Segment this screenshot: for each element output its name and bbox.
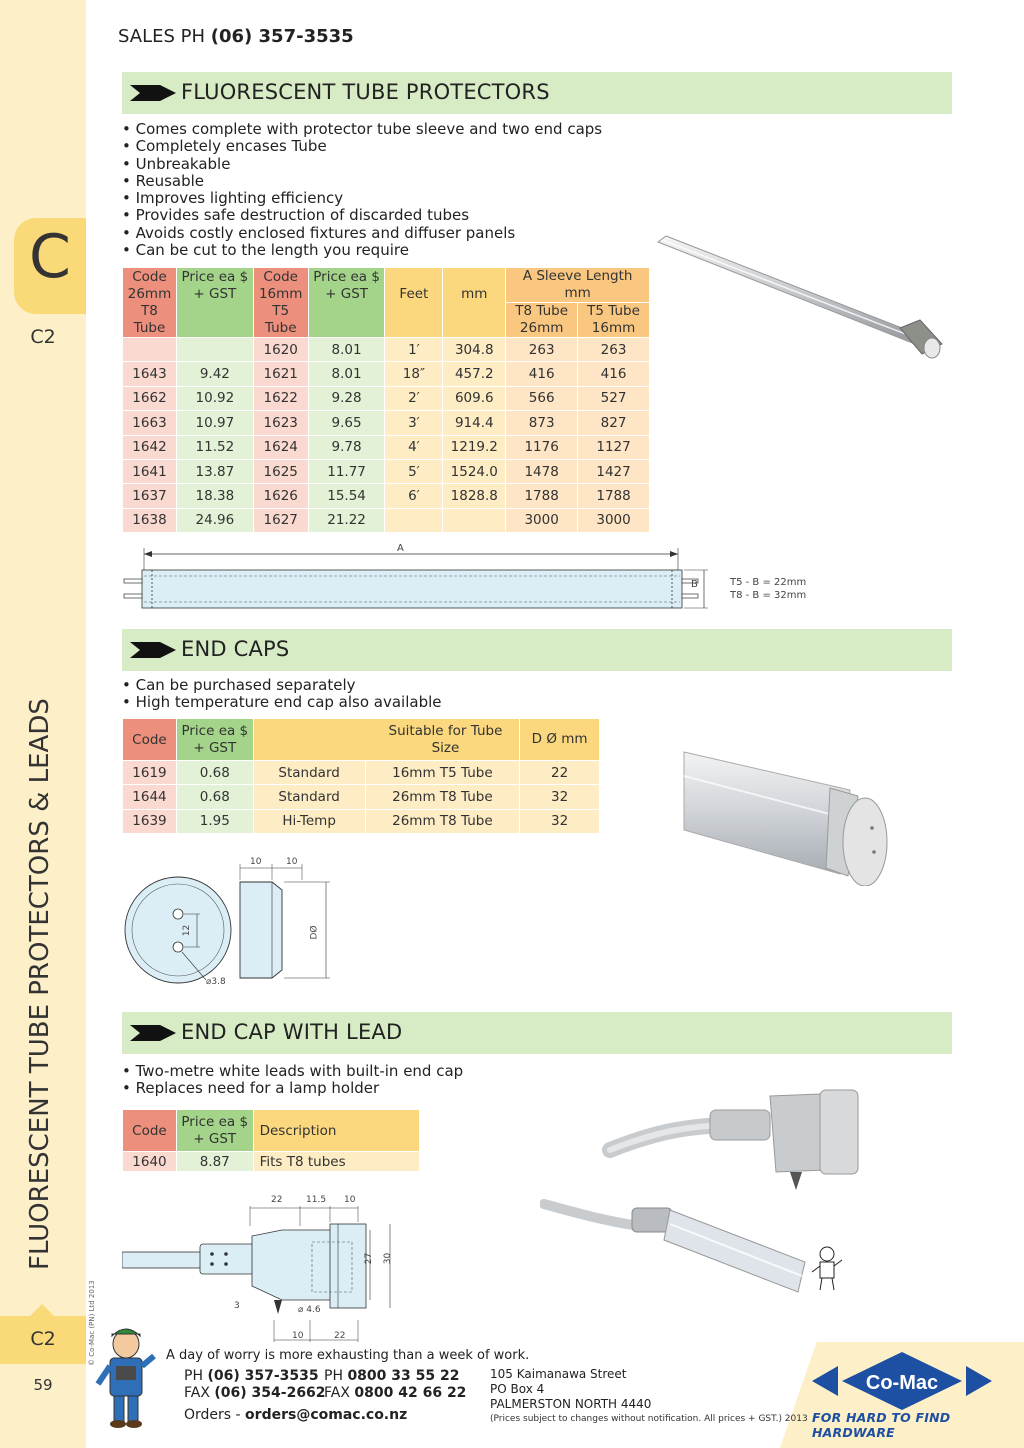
table-row (123, 338, 650, 362)
dim-10: 10 (344, 1195, 356, 1205)
list-item: • Can be cut to the length you require (122, 242, 602, 259)
feature-list (122, 677, 442, 712)
header-code-26mm: Code 26mm T8 Tube (123, 268, 177, 338)
table-cell: 873 (506, 411, 578, 435)
address-line: PALMERSTON NORTH 4440 (490, 1397, 652, 1411)
fax2-number: 0800 42 66 22 (354, 1385, 467, 1401)
table-cell: 3000 (578, 508, 650, 532)
header-feet: Feet (385, 268, 443, 338)
table-cell: 827 (578, 411, 650, 435)
table-cell: 1638 (123, 508, 177, 532)
table-cell: 1478 (506, 459, 578, 483)
table-cell: 1788 (578, 484, 650, 508)
address-line: PO Box 4 (490, 1382, 545, 1396)
table-cell: 9.28 (308, 386, 385, 410)
section-code: C2 (30, 326, 56, 348)
table-cell: Hi-Temp (253, 809, 365, 833)
header-t8: T8 Tube 26mm (506, 303, 578, 338)
table-cell: 1127 (578, 435, 650, 459)
table-cell: 24.96 (176, 508, 253, 532)
table-cell: 1642 (123, 435, 177, 459)
list-item: • Provides safe destruction of discarded tubes (122, 207, 602, 224)
section-header-end-caps (122, 629, 952, 671)
table-cell: 2′ (385, 386, 443, 410)
table-cell: 9.42 (176, 362, 253, 386)
header-price-26mm: Price ea $ + GST (176, 268, 253, 338)
table-cell: 3000 (506, 508, 578, 532)
section-header-tube-protectors (122, 72, 952, 114)
sales-label: SALES PH (118, 26, 206, 47)
table-cell: 304.8 (443, 338, 506, 362)
table-row (123, 435, 650, 459)
logo-text: Co-Mac (865, 1372, 939, 1394)
contact-freephone (324, 1368, 466, 1402)
table-cell: 26mm T8 Tube (365, 785, 520, 809)
table-cell: 18″ (385, 362, 443, 386)
header-mm: mm (443, 268, 506, 338)
table-cell: 263 (578, 338, 650, 362)
logo-tagline: FOR HARD TO FIND HARDWARE (812, 1410, 951, 1440)
address-block (490, 1367, 651, 1412)
table-cell: 1622 (253, 386, 308, 410)
dim-30: 30 (383, 1252, 394, 1265)
table-cell: 26mm T8 Tube (365, 809, 520, 833)
table-cell (443, 508, 506, 532)
dim-10a: 10 (250, 857, 262, 867)
table-row (123, 809, 600, 833)
table-cell: 5′ (385, 459, 443, 483)
table-cell: 1662 (123, 386, 177, 410)
header-price: Price ea $ + GST (176, 719, 253, 761)
table-row (123, 785, 600, 809)
table-cell: 10.97 (176, 411, 253, 435)
table-cell: 1620 (253, 338, 308, 362)
table-cell: 1639 (123, 809, 177, 833)
table-cell: 8.87 (176, 1152, 253, 1172)
dim-3: 3 (234, 1301, 240, 1311)
list-item: • Can be purchased separately (122, 677, 442, 694)
table-cell (176, 338, 253, 362)
table-cell: 1663 (123, 411, 177, 435)
protector-price-table (122, 267, 650, 533)
table-cell: 10.92 (176, 386, 253, 410)
table-cell: 1219.2 (443, 435, 506, 459)
end-cap-price-table (122, 718, 600, 834)
table-cell (123, 338, 177, 362)
list-item: • Comes complete with protector tube sleeve and two end caps (122, 121, 602, 138)
table-cell: 13.87 (176, 459, 253, 483)
table-row (123, 761, 600, 785)
ph2-number: 0800 33 55 22 (347, 1368, 460, 1384)
table-cell: 1643 (123, 362, 177, 386)
table-cell: 16mm T5 Tube (365, 761, 520, 785)
dim-10b: 10 (286, 857, 298, 867)
table-cell: 1623 (253, 411, 308, 435)
table-cell: 11.52 (176, 435, 253, 459)
header-t5: T5 Tube 16mm (578, 303, 650, 338)
table-cell: 32 (520, 785, 600, 809)
sales-phone-header (118, 26, 354, 47)
list-item: • Completely encases Tube (122, 138, 602, 155)
dimension-note-t8: T8 - B = 32mm (730, 590, 807, 601)
address-line: 105 Kaimanawa Street (490, 1367, 627, 1381)
prices-note: (Prices subject to changes without notification. All prices + GST.) 2013 (490, 1414, 808, 1424)
mascot-icon (94, 1322, 158, 1430)
list-item: • Improves lighting efficiency (122, 190, 602, 207)
dimension-note-t5: T5 - B = 22mm (730, 577, 807, 588)
header-diameter: D Ø mm (520, 719, 600, 761)
table-row (123, 459, 650, 483)
table-cell: 1625 (253, 459, 308, 483)
tube-protector-photo (650, 232, 950, 372)
table-row (123, 411, 650, 435)
dim-11-5: 11.5 (306, 1195, 327, 1205)
table-cell: Standard (253, 761, 365, 785)
end-cap-lead-price-table (122, 1109, 420, 1172)
dim-10b: 10 (292, 1331, 304, 1341)
table-cell: 21.22 (308, 508, 385, 532)
table-row (123, 362, 650, 386)
orders-email[interactable]: orders@comac.co.nz (245, 1407, 408, 1423)
page-number: 59 (33, 1376, 53, 1394)
table-cell: 416 (578, 362, 650, 386)
table-row (123, 386, 650, 410)
table-cell: 32 (520, 809, 600, 833)
list-item: • Two-metre white leads with built-in end cap (122, 1063, 463, 1080)
end-cap-photo (680, 746, 895, 886)
table-cell: 9.78 (308, 435, 385, 459)
dim-22: 22 (271, 1195, 283, 1205)
comac-logo (812, 1352, 992, 1410)
table-cell: 1176 (506, 435, 578, 459)
table-row (123, 1152, 420, 1172)
dim-3-8: ⌀3.8 (206, 977, 226, 987)
header-code: Code (123, 719, 177, 761)
tube-dimension-diagram (122, 540, 722, 614)
ph-number: (06) 357-3535 (207, 1368, 319, 1384)
header-code: Code (123, 1110, 177, 1152)
bottom-section-code: C2 (30, 1328, 56, 1350)
table-cell: 11.77 (308, 459, 385, 483)
table-cell: 416 (506, 362, 578, 386)
table-cell: 1640 (123, 1152, 177, 1172)
mascot-small-icon (810, 1244, 844, 1292)
table-cell: 457.2 (443, 362, 506, 386)
list-item: • Reusable (122, 173, 602, 190)
header-sleeve-length: A Sleeve Length mm (506, 268, 650, 303)
ph-label: PH (184, 1368, 203, 1384)
arrow-icon (130, 85, 176, 101)
table-cell: 9.65 (308, 411, 385, 435)
table-cell: 22 (520, 761, 600, 785)
table-row (123, 484, 650, 508)
bottom-tab-notch (30, 1304, 54, 1316)
ph2-label: PH (324, 1368, 343, 1384)
section-letter: C (29, 222, 71, 292)
table-cell: 6′ (385, 484, 443, 508)
table-cell: 1624 (253, 435, 308, 459)
copyright: © Co-Mac (PN) Ltd 2013 (88, 1280, 96, 1366)
fax-number: (06) 354-2662 (214, 1385, 326, 1401)
table-cell: 1788 (506, 484, 578, 508)
dimension-b-label: B (691, 579, 698, 590)
header-price-16mm: Price ea $ + GST (308, 268, 385, 338)
end-cap-dimension-diagram (122, 852, 342, 992)
list-item: • Unbreakable (122, 156, 602, 173)
table-cell: 1′ (385, 338, 443, 362)
table-cell: 914.4 (443, 411, 506, 435)
table-cell: 1637 (123, 484, 177, 508)
header-price: Price ea $ + GST (176, 1110, 253, 1152)
table-cell: 0.68 (176, 761, 253, 785)
table-cell: 1627 (253, 508, 308, 532)
table-cell: 1427 (578, 459, 650, 483)
table-cell (385, 508, 443, 532)
list-item: • Avoids costly enclosed fixtures and diffuser panels (122, 225, 602, 242)
dim-4-6: ⌀ 4.6 (298, 1305, 321, 1315)
table-cell: 527 (578, 386, 650, 410)
header-suitable: Suitable for Tube Size (253, 719, 520, 761)
section-title: END CAP WITH LEAD (181, 1020, 403, 1044)
list-item: • Replaces need for a lamp holder (122, 1080, 463, 1097)
header-description: Description (253, 1110, 419, 1152)
table-cell: 3′ (385, 411, 443, 435)
orders-line (184, 1407, 407, 1423)
section-title: FLUORESCENT TUBE PROTECTORS (181, 80, 550, 104)
list-item: • High temperature end cap also available (122, 694, 442, 711)
table-cell: 8.01 (308, 338, 385, 362)
table-cell: 609.6 (443, 386, 506, 410)
table-cell: 1524.0 (443, 459, 506, 483)
table-cell: Standard (253, 785, 365, 809)
dim-d: DØ (309, 925, 320, 940)
table-cell: 8.01 (308, 362, 385, 386)
table-cell: 15.54 (308, 484, 385, 508)
table-cell: 0.68 (176, 785, 253, 809)
table-cell: 1644 (123, 785, 177, 809)
table-cell: 263 (506, 338, 578, 362)
dim-22b: 22 (334, 1331, 346, 1341)
table-cell: 1828.8 (443, 484, 506, 508)
table-cell: 566 (506, 386, 578, 410)
table-cell: 1.95 (176, 809, 253, 833)
fax-label: FAX (184, 1385, 210, 1401)
contact-phone-fax (184, 1368, 326, 1402)
sales-phone: (06) 357-3535 (210, 26, 354, 47)
section-title: END CAPS (181, 637, 290, 661)
header-code-16mm: Code 16mm T5 Tube (253, 268, 308, 338)
fax2-label: FAX (324, 1385, 350, 1401)
dimension-a-label: A (397, 543, 404, 554)
table-cell: Fits T8 tubes (253, 1152, 419, 1172)
table-cell: 18.38 (176, 484, 253, 508)
table-cell: 4′ (385, 435, 443, 459)
feature-list (122, 121, 602, 259)
vertical-title: FLUORESCENT TUBE PROTECTORS & LEADS (25, 698, 55, 1270)
table-row (123, 508, 650, 532)
footer-quote: A day of worry is more exhausting than a week of work. (166, 1348, 530, 1363)
dim-27: 27 (364, 1252, 375, 1265)
arrow-icon (130, 1025, 176, 1041)
table-cell: 1619 (123, 761, 177, 785)
section-header-end-cap-lead (122, 1012, 952, 1054)
feature-list (122, 1063, 463, 1098)
dim-12: 12 (182, 924, 193, 937)
table-cell: 1626 (253, 484, 308, 508)
table-cell: 1621 (253, 362, 308, 386)
table-cell: 1641 (123, 459, 177, 483)
arrow-icon (130, 642, 176, 658)
orders-label: Orders - (184, 1407, 241, 1423)
end-cap-lead-dimension-diagram (122, 1196, 412, 1346)
